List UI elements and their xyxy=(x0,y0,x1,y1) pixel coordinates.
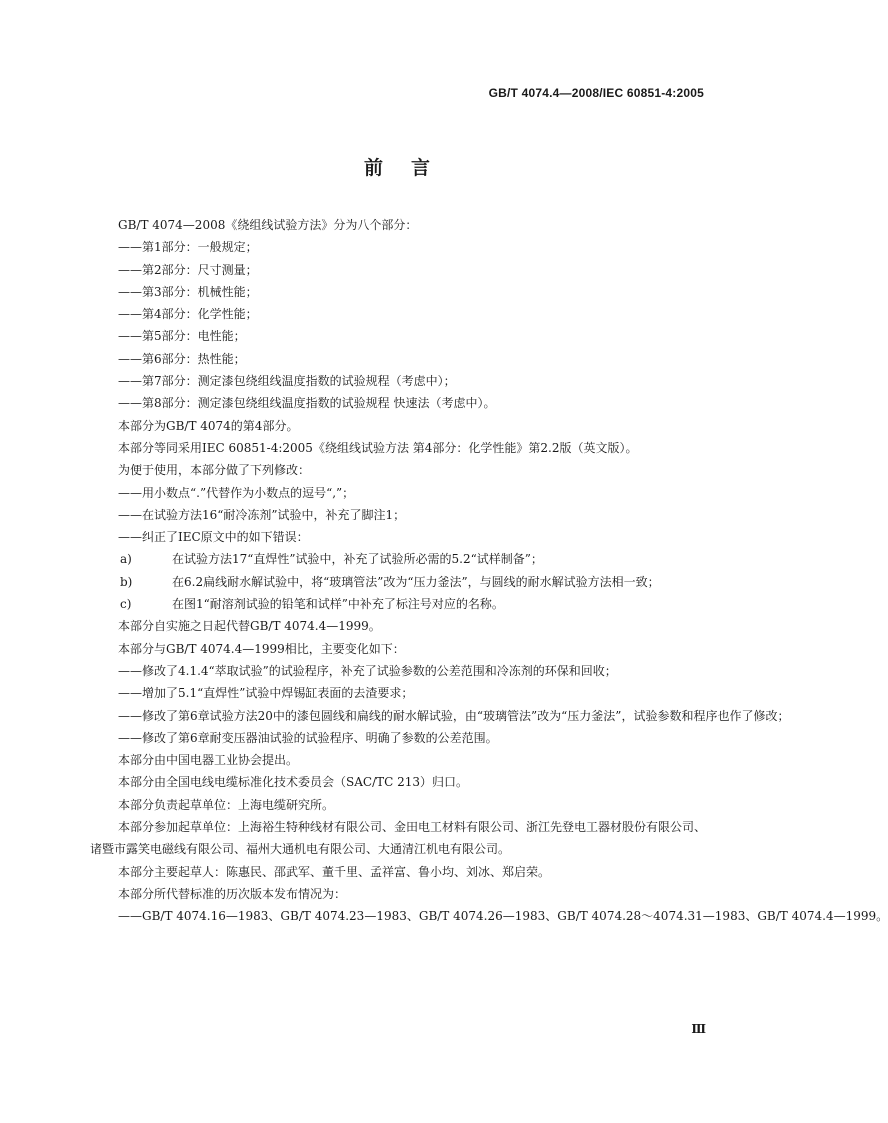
error-label: b) xyxy=(120,574,133,589)
proposed-by: 本部分由中国电器工业协会提出。 xyxy=(118,753,299,768)
part-item: ——第1部分：一般规定； xyxy=(118,240,258,255)
part-item: ——第4部分：化学性能； xyxy=(118,307,258,322)
modification-item: ——纠正了IEC原文中的如下错误： xyxy=(118,530,309,545)
modification-item: ——在试验方法16“耐冷冻剂”试验中，补充了脚注1； xyxy=(118,507,406,522)
history-intro: 本部分所代替标准的历次版本发布情况为： xyxy=(118,886,347,901)
page-title: 前言 xyxy=(363,157,458,179)
statement-changes: 本部分与GB/T 4074.4—1999相比，主要变化如下： xyxy=(118,641,405,656)
participating-units: 本部分参加起草单位：上海裕生特种线材有限公司、金田电工材料有限公司、浙江先登电工器材股份有限公司、诸暨市露笑电磁线有限公司、福州大通机电有限公司、大通清江机电有限公司。 xyxy=(90,820,707,857)
part-item: ——第2部分：尺寸测量； xyxy=(118,262,258,277)
error-item-c xyxy=(118,593,706,615)
error-item-a xyxy=(118,548,706,570)
error-text: 在试验方法17“直焊性”试验中，补充了试验所必需的5.2“试样制备”； xyxy=(172,552,543,567)
statement-equivalence: 本部分等同采用IEC 60851-4:2005《绕组线试验方法 第4部分：化学性能》第2.2版（英文版）。 xyxy=(118,440,638,455)
modification-item: ——用小数点“.”代替作为小数点的逗号“,”； xyxy=(118,485,355,500)
history-list: ——GB/T 4074.16—1983、GB/T 4074.23—1983、GB/T 4074.26—1983、GB/T 4074.28～4074.31—1983、GB/T 4074.4—1999。 xyxy=(118,909,888,924)
part-item: ——第6部分：热性能； xyxy=(118,351,246,366)
statement-part: 本部分为GB/T 4074的第4部分。 xyxy=(118,418,299,433)
managed-by: 本部分由全国电线电缆标准化技术委员会（SAC/TC 213）归口。 xyxy=(118,775,469,790)
change-item: ——修改了4.1.4“萃取试验”的试验程序，补充了试验参数的公差范围和冷冻剂的环保和回收； xyxy=(118,663,617,678)
part-item: ——第7部分：测定漆包绕组线温度指数的试验规程（考虑中）； xyxy=(118,374,456,389)
page-number: Ⅲ xyxy=(691,1022,706,1036)
statement-modifications: 为便于使用，本部分做了下列修改： xyxy=(118,463,311,478)
intro-paragraph: GB/T 4074—2008《绕组线试验方法》分为八个部分： xyxy=(118,218,418,232)
statement-replace: 本部分自实施之日起代替GB/T 4074.4—1999。 xyxy=(118,619,381,634)
drafters: 本部分主要起草人：陈惠民、邵武军、董千里、孟祥富、鲁小均、刘冰、郑启荣。 xyxy=(118,864,551,879)
drafting-unit: 本部分负责起草单位：上海电缆研究所。 xyxy=(118,797,335,812)
change-item: ——增加了5.1“直焊性”试验中焊锡缸表面的去渣要求； xyxy=(118,686,414,701)
error-text: 在图1“耐溶剂试验的铅笔和试样”中补充了标注号对应的名称。 xyxy=(172,597,504,612)
error-label: c) xyxy=(120,597,132,612)
error-item-b xyxy=(118,571,706,593)
standard-code-header: GB/T 4074.4—2008/IEC 60851-4:2005 xyxy=(488,86,704,100)
change-item: ——修改了第6章耐变压器油试验的试验程序、明确了参数的公差范围。 xyxy=(118,730,498,745)
part-item: ——第8部分：测定漆包绕组线温度指数的试验规程 快速法（考虑中）。 xyxy=(118,396,496,411)
error-text: 在6.2扁线耐水解试验中，将“玻璃管法”改为“压力釜法”，与圆线的耐水解试验方法相一致； xyxy=(172,574,660,589)
part-item: ——第5部分：电性能； xyxy=(118,329,246,344)
part-item: ——第3部分：机械性能； xyxy=(118,284,258,299)
foreword-body xyxy=(90,214,888,928)
error-label: a) xyxy=(120,552,132,567)
change-item: ——修改了第6章试验方法20中的漆包圆线和扁线的耐水解试验，由“玻璃管法”改为“压力釜法”，试验参数和程序也作了修改； xyxy=(118,708,790,723)
